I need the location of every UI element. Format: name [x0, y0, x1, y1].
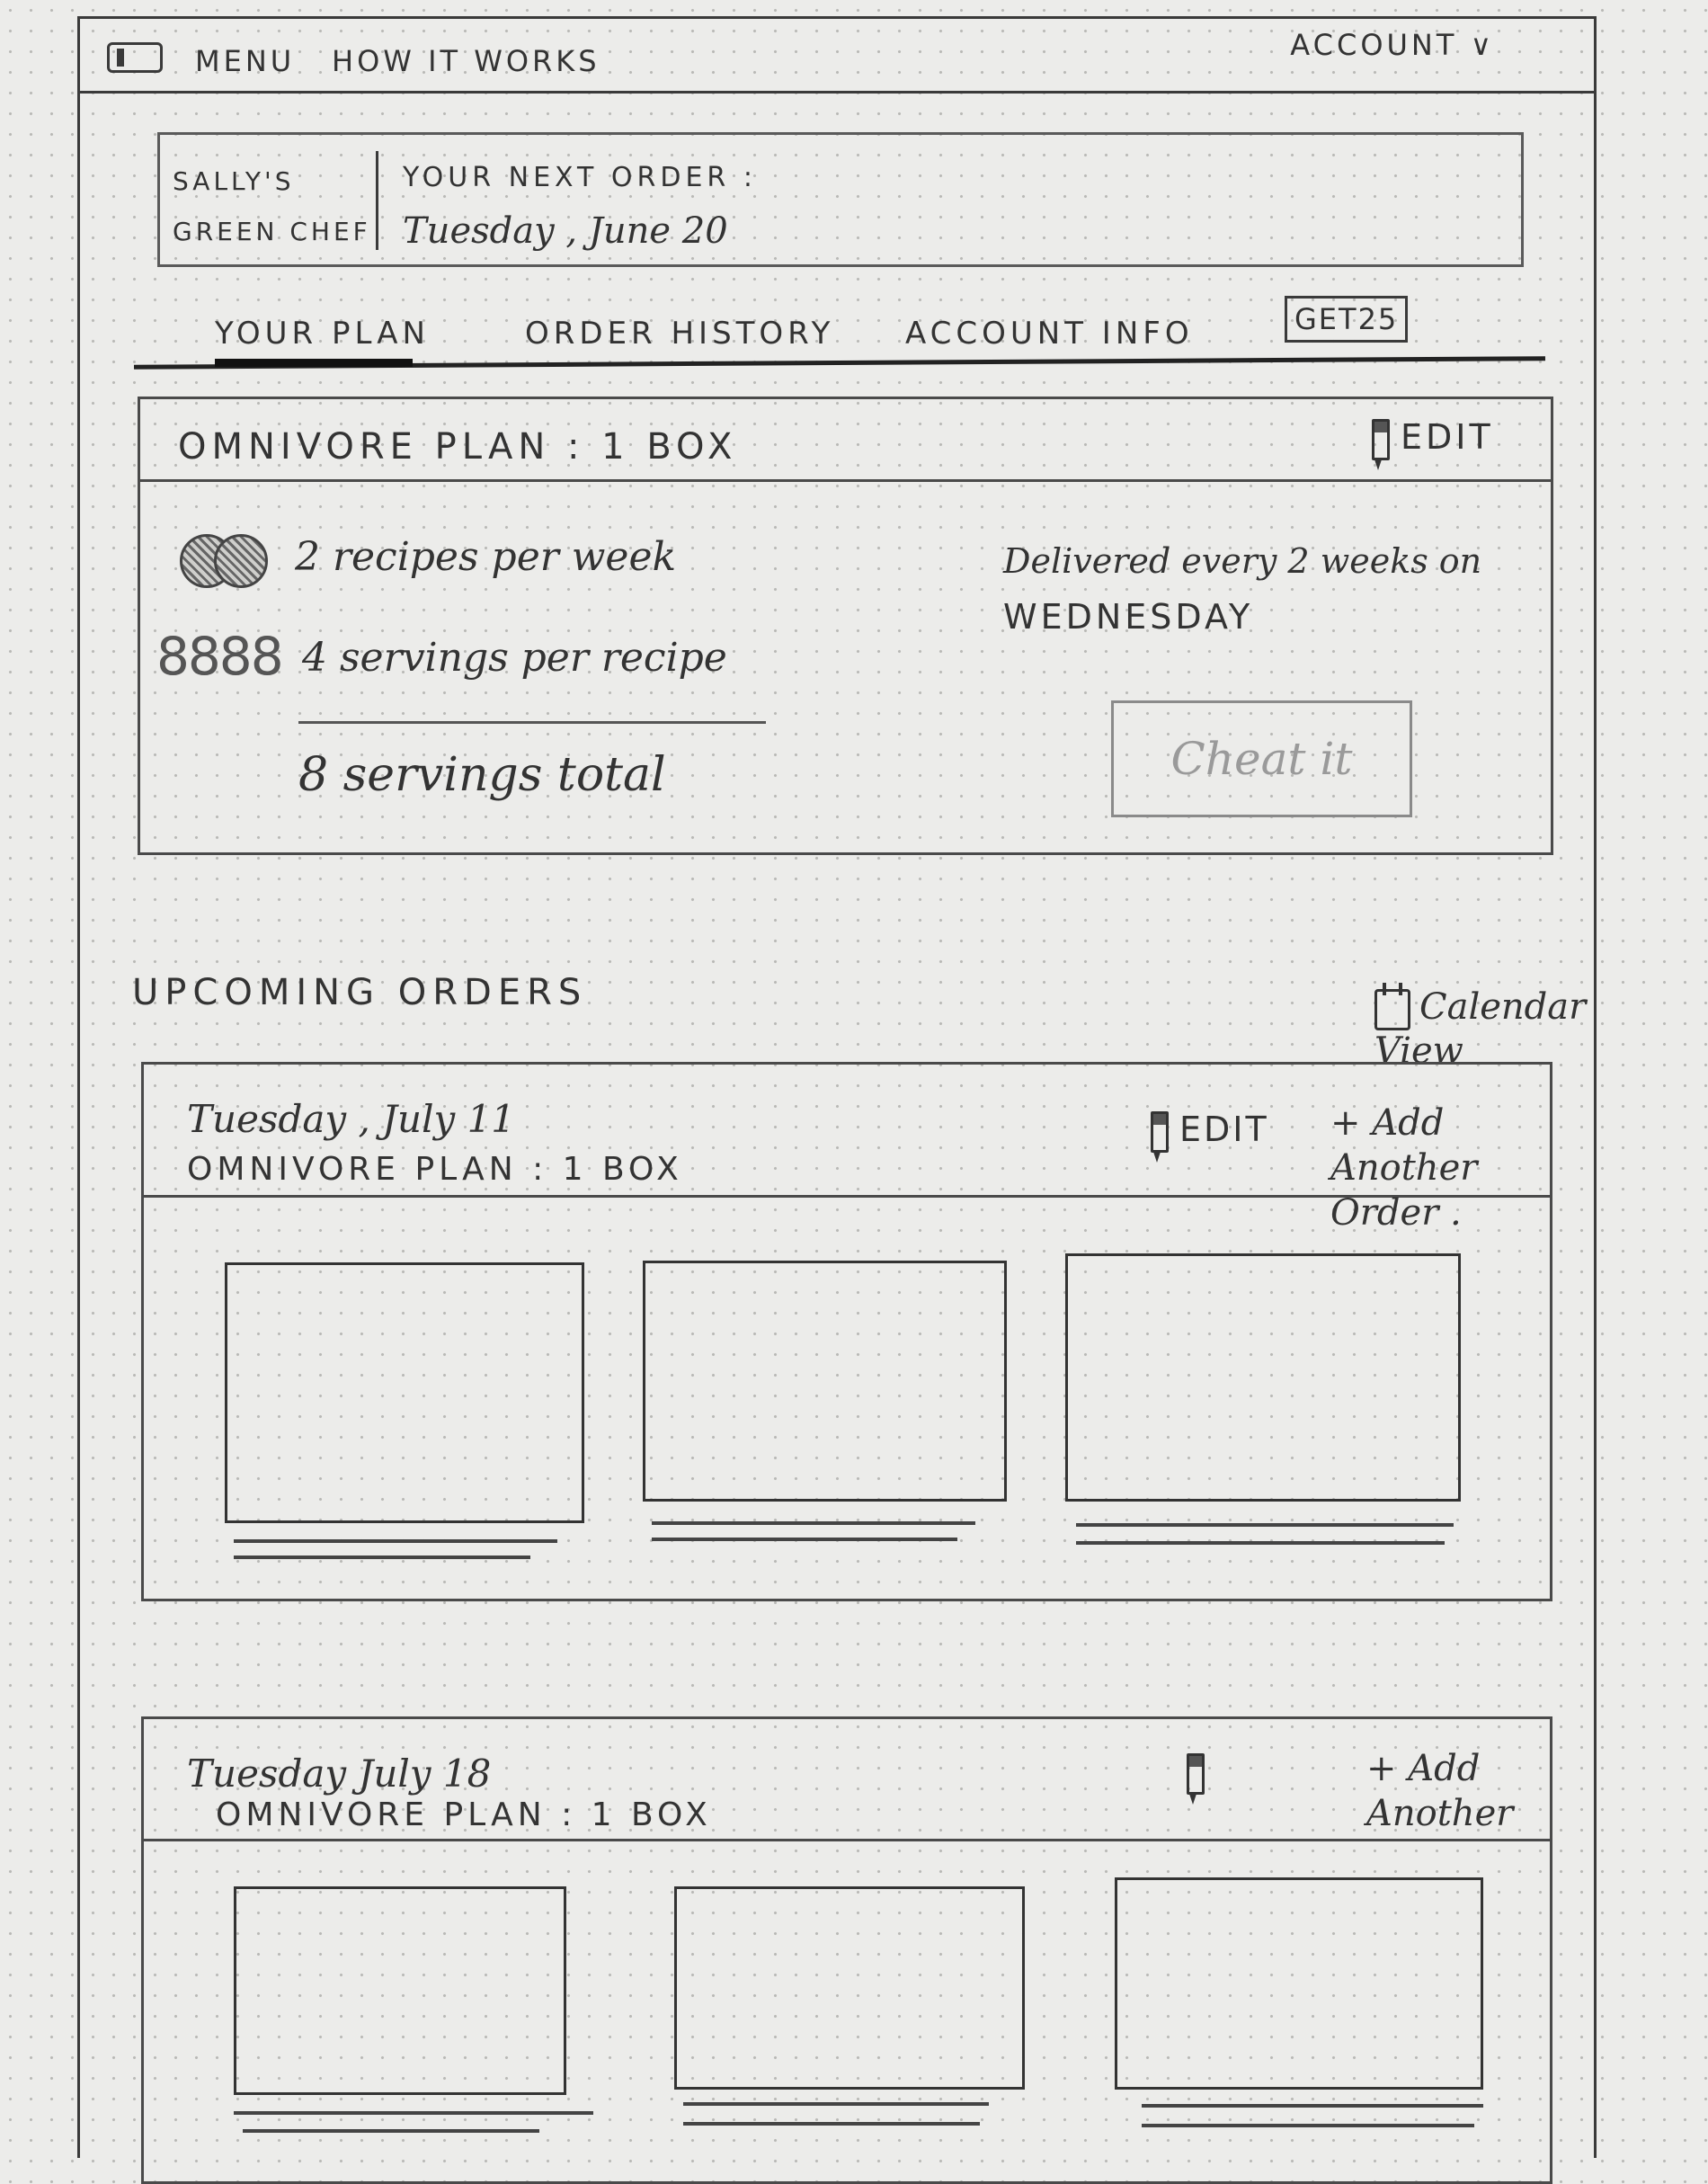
add-another-order-button[interactable]: + Add Another	[1366, 1748, 1514, 1834]
upcoming-orders-heading: UPCOMING ORDERS	[132, 972, 588, 1013]
recipe-subtitle-line	[1142, 2124, 1474, 2127]
brand-name	[173, 156, 371, 257]
servings-per-recipe: 4 servings per recipe	[302, 635, 727, 681]
faint-plan-button[interactable]: Cheat it	[1111, 700, 1412, 817]
plan-summary-card	[138, 397, 1553, 855]
pencil-icon	[1151, 1111, 1169, 1153]
recipe-image-placeholder	[643, 1261, 1007, 1502]
chevron-down-icon: ∨	[1470, 28, 1495, 62]
edit-plan-button[interactable]	[1372, 417, 1494, 460]
tab-your-plan[interactable]: YOUR PLAN	[215, 316, 430, 352]
servings-total: 8 servings total	[298, 748, 666, 802]
recipe-title-line	[234, 2111, 593, 2115]
page-frame	[77, 16, 1597, 2158]
recipe-image-placeholder	[1065, 1253, 1461, 1502]
edit-plan-label: EDIT	[1401, 417, 1494, 457]
order-date: Tuesday , July 11	[187, 1097, 516, 1141]
brand-line-1: SALLY'S	[173, 166, 295, 196]
active-tab-indicator	[215, 359, 413, 367]
recipe-slot[interactable]	[234, 1886, 566, 2095]
recipe-title-line	[1076, 1523, 1454, 1527]
account-dropdown[interactable]	[1290, 28, 1495, 62]
calendar-view-label: Calendar View	[1374, 986, 1587, 1072]
tab-account-info[interactable]: ACCOUNT INFO	[905, 316, 1194, 352]
order-date: Tuesday July 18	[187, 1752, 492, 1796]
calendar-view-link[interactable]	[1374, 986, 1594, 1072]
order-plan: OMNIVORE PLAN : 1 BOX	[216, 1796, 712, 1833]
delivery-frequency: Delivered every 2 weeks on	[1003, 541, 1482, 581]
recipe-slot[interactable]	[225, 1262, 584, 1523]
recipe-title-line	[683, 2102, 989, 2106]
edit-order-button[interactable]	[1187, 1752, 1215, 1795]
menu-icon[interactable]	[107, 42, 163, 73]
recipe-image-placeholder	[1115, 1877, 1483, 2090]
plan-card-header	[140, 399, 1551, 482]
order-card-header	[144, 1719, 1550, 1841]
banner-divider	[376, 151, 378, 250]
recipe-subtitle-line	[652, 1538, 957, 1541]
recipe-slot[interactable]	[643, 1261, 1007, 1502]
calendar-icon	[1374, 989, 1410, 1030]
recipe-subtitle-line	[683, 2122, 980, 2126]
add-another-order-button[interactable]: + Add Another Order .	[1330, 1102, 1478, 1234]
next-order-date: Tuesday , June 20	[403, 210, 728, 252]
order-card-july-18	[141, 1716, 1552, 2184]
pencil-icon	[1187, 1753, 1205, 1795]
recipe-title-line	[652, 1521, 975, 1525]
servings-icon: 8888	[156, 626, 282, 687]
recipe-image-placeholder	[234, 1886, 566, 2095]
recipe-image-placeholder	[225, 1262, 584, 1523]
nav-how-it-works-link[interactable]: HOW IT WORKS	[332, 44, 600, 78]
nav-menu-link[interactable]: MENU	[195, 44, 296, 78]
recipe-slot[interactable]	[1115, 1877, 1483, 2090]
brand-line-2: GREEN CHEF	[173, 217, 371, 246]
order-card-header	[144, 1065, 1550, 1234]
order-card-july-11	[141, 1062, 1552, 1601]
next-order-label: YOUR NEXT ORDER :	[403, 162, 757, 193]
order-plan: OMNIVORE PLAN : 1 BOX	[187, 1151, 683, 1188]
account-label: ACCOUNT	[1290, 28, 1458, 62]
pencil-icon	[1372, 419, 1390, 460]
recipes-icon	[180, 534, 270, 588]
delivery-day: WEDNESDAY	[1003, 597, 1254, 637]
next-order-banner	[157, 132, 1524, 267]
recipes-per-week: 2 recipes per week	[295, 534, 677, 580]
top-nav-bar	[80, 19, 1594, 94]
recipe-subtitle-line	[243, 2129, 539, 2133]
recipe-title-line	[1142, 2104, 1483, 2108]
delivery-schedule	[1003, 525, 1525, 653]
recipe-slot[interactable]	[1065, 1253, 1461, 1502]
recipe-image-placeholder	[674, 1886, 1025, 2090]
plan-title: OMNIVORE PLAN : 1 BOX	[178, 426, 738, 468]
recipe-subtitle-line	[1076, 1541, 1445, 1545]
recipe-subtitle-line	[234, 1556, 530, 1559]
edit-order-label: EDIT	[1179, 1110, 1269, 1149]
edit-order-button[interactable]	[1151, 1110, 1269, 1153]
tab-order-history[interactable]: ORDER HISTORY	[525, 316, 835, 352]
recipe-title-line	[234, 1539, 557, 1543]
recipe-slot[interactable]	[674, 1886, 1025, 2090]
servings-total-rule	[298, 721, 766, 724]
promo-code-badge[interactable]: GET25	[1285, 296, 1408, 343]
